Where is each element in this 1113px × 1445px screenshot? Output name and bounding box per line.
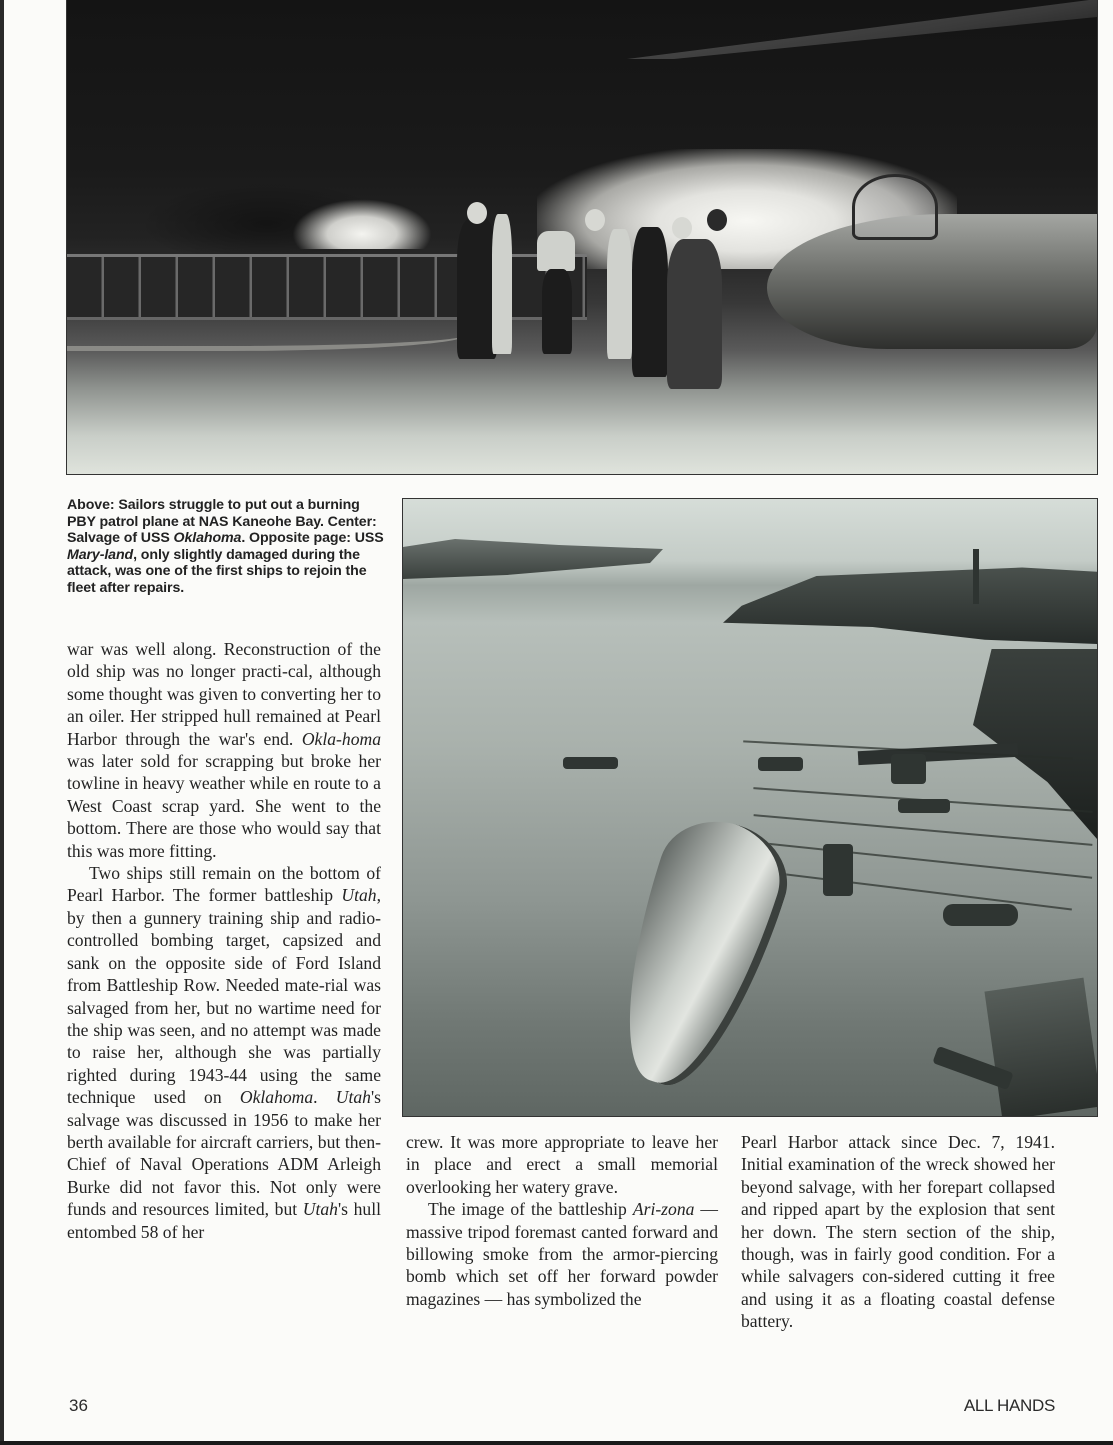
paragraph: The image of the battleship Ari-zona — massive tripod foremast canted forward and billowing smoke from the armor-piercing bomb which set off her forward powder magazines — has symbolized the [406, 1199, 719, 1309]
sailor-figure [667, 239, 722, 389]
page-edge [0, 0, 4, 1445]
photo-caption: Above: Sailors struggle to put out a burning PBY patrol plane at NAS Kaneohe Bay. Center: Salvage of USS Oklahoma. Opposite page: USS Mary-land, only slightly damaged during the attack, was one of the first ships to rejoin the fleet after repairs. [67, 497, 384, 596]
photo-oklahoma-salvage [402, 498, 1098, 1117]
sailor-figure [537, 231, 575, 271]
photo-burning-pby [66, 0, 1098, 475]
sailor-head [707, 209, 727, 231]
sailor-figure [607, 229, 632, 359]
article-column-1 [67, 638, 381, 1243]
cable-line [754, 841, 1092, 879]
sailor-figure [492, 214, 512, 354]
sailor-figure [632, 227, 668, 377]
magazine-name: ALL HANDS [963, 1396, 1055, 1415]
cable-line [754, 870, 1072, 911]
water-tower [973, 549, 979, 604]
salvage-barge [898, 799, 950, 813]
salvage-pontoon [823, 844, 853, 896]
paragraph: Two ships still remain on the bottom of Pearl Harbor. The former battleship Utah, by then a gunnery training ship and radio-controlled bombing target, capsized and sank on the opposite side of Ford Island from Battleship Row. Needed mate-rial was salvaged from her, but no wartime need for the ship was seen, and no attempt was made to raise her, although she was partially righted during 1943-44 using the same technique used on Oklahoma. Utah's salvage was discussed in 1956 to make her berth available for aircraft carriers, but then-Chief of Naval Operations ADM Arleigh Burke did not favor this. Not only were funds and resources limited, but Utah's hull entombed 58 of her [67, 863, 381, 1242]
salvage-barge [984, 978, 1098, 1117]
fire-hose [67, 324, 467, 351]
sailor-figure [457, 219, 497, 359]
sailor-head [672, 217, 692, 239]
cable-line [754, 814, 1093, 846]
sailor-figure [542, 269, 572, 354]
salvage-pontoon [943, 904, 1018, 926]
page-number: 36 [69, 1396, 88, 1415]
far-shoreline [403, 539, 663, 579]
capsized-battleship-hull [594, 806, 801, 1103]
plane-cockpit [852, 174, 938, 240]
tugboat [891, 754, 926, 784]
salvage-boat [563, 757, 618, 769]
article-column-3 [741, 1131, 1055, 1333]
paragraph: war was well along. Reconstruction of the old ship was no longer practi-cal, although some thought was given to converting her to an oiler. Her stripped hull remained at Pearl Harbor through the war's end. Okla-homa was later sold for scrapping but broke her towline in heavy weather while en route to a West Coast scrap yard. She went to the bottom. There are those who would say that this was more fitting. [67, 639, 381, 861]
flames [292, 199, 432, 249]
salvage-boat [758, 757, 803, 771]
sailor-head [585, 209, 605, 231]
page-edge [0, 1441, 1113, 1445]
paragraph: crew. It was more appropriate to leave her in place and erect a small memorial overlooking her watery grave. [406, 1132, 718, 1197]
sailor-head [467, 202, 487, 224]
article-column-2 [406, 1131, 718, 1310]
hangar-roof [627, 0, 1097, 59]
ford-island-shoreline [723, 559, 1097, 644]
paragraph: Pearl Harbor attack since Dec. 7, 1941. Initial examination of the wreck showed her beyond salvage, with her forepart collapsed and ripped apart by the explosion that sent her down. The stern section of the ship, though, was in fairly good condition. For a while salvagers con-sidered cutting it free and using it as a floating coastal defense battery. [741, 1132, 1055, 1332]
